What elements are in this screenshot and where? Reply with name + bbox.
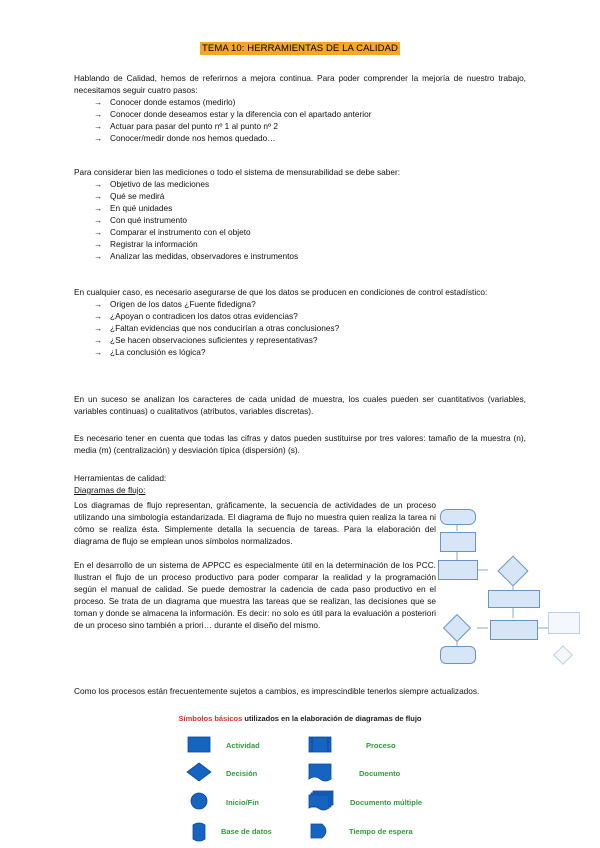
database-symbol-label: Base de datos — [221, 827, 272, 836]
list-item: → En qué unidades — [94, 202, 526, 214]
list-item: → Actuar para pasar del punto nº 1 al punto nº 2 — [94, 120, 526, 132]
list-item: → ¿La conclusión es lógica? — [94, 346, 526, 358]
start-end-symbol-label: Inicio/Fin — [226, 798, 259, 807]
database-symbol-icon — [193, 823, 205, 841]
valores-paragraph: Es necesario tener en cuenta que todas las cifras y datos pueden sustituirse por tres valores: tamaño de la muestra (n), media (m) (centralización) y desviación típica (dispersión) (s). — [74, 433, 526, 455]
wait-time-symbol-label: Tiempo de espera — [349, 827, 413, 836]
decision-symbol-icon — [187, 763, 211, 781]
flow-heading: Diagramas de flujo: — [74, 485, 146, 495]
start-end-symbol-icon — [191, 793, 207, 809]
conditions-paragraph: En cualquier caso, es necesario asegurarse de que los datos se producen en condiciones de control estadístico: — [74, 287, 488, 297]
list-item: → Con qué instrumento — [94, 214, 526, 226]
cambios-paragraph: Como los procesos están frecuentemente sujetos a cambios, es imprescindible tenerlos siempre actualizados. — [74, 686, 480, 696]
list-item: → ¿Faltan evidencias que nos conducirían a otras conclusiones? — [94, 322, 526, 334]
list-item: → Qué se medirá — [94, 190, 526, 202]
process-symbol-label: Proceso — [366, 741, 396, 750]
list-item: → Conocer donde deseamos estar y la diferencia con el apartado anterior — [94, 108, 526, 120]
multiple-document-symbol-icon — [309, 791, 333, 810]
wait-time-symbol-icon — [311, 824, 326, 838]
multiple-document-symbol-label: Documento múltiple — [350, 798, 423, 807]
activity-symbol-icon — [188, 737, 210, 752]
list-item: → Conocer donde estamos (medirlo) — [94, 96, 526, 108]
list-item: → Conocer/medir donde nos hemos quedado… — [94, 132, 526, 144]
activity-symbol-label: Actividad — [226, 741, 260, 750]
decision-symbol-label: Decisión — [226, 769, 258, 778]
list-item: → ¿Se hacen observaciones suficientes y representativas? — [94, 334, 526, 346]
page-title: TEMA 10: HERRAMIENTAS DE LA CALIDAD — [201, 43, 398, 54]
list-item: → ¿Apoyan o contradicen los datos otras evidencias? — [94, 310, 526, 322]
list-item: → Objetivo de las mediciones — [94, 178, 526, 190]
flow-paragraph-1: Los diagramas de flujo representan, gráficamente, la secuencia de actividades de un proceso utilizando una simbología estandarizada. El diagrama de flujo no muestra quien realiza la tarea ni cómo se realiza ésta. Simplemente detalla la secuencia de tareas. Para la elaboración del diagrama de flujo se emplean unos símbolos normalizados. — [74, 500, 436, 546]
document-symbol-label: Documento — [359, 769, 401, 778]
list-item: → Origen de los datos ¿Fuente fidedigna? — [94, 298, 526, 310]
list-item: → Analizar las medidas, observadores e instrumentos — [94, 250, 526, 262]
measure-paragraph: Para considerar bien las mediciones o todo el sistema de mensurabilidad se debe saber: — [74, 167, 401, 177]
flow-paragraph-2: En el desarrollo de un sistema de APPCC es especialmente útil en la determinación de los PCC. Ilustran el flujo de un proceso productivo para poder comparar la realidad y la programación según el manual de calidad. Se puede demostrar la cadencia de cada paso productivo en el proceso. Se trata de un diagrama que muestra las tareas que se realizan, las decisiones que se toman y donde se almacena la información. Es decir: no solo es útil para la evaluación a posteriori de un proceso sino también a priori… durante el diseño del mismo. — [74, 560, 436, 630]
process-symbol-icon — [309, 737, 331, 752]
suceso-paragraph: En un suceso se analizan los caracteres de cada unidad de muestra, los cuales pueden ser cuantitativos (variables, variables continuas) o cualitativos (atributos, variables discretas). — [74, 394, 526, 416]
document-symbol-icon — [309, 764, 331, 781]
list-item: → Registrar la información — [94, 238, 526, 250]
tools-heading: Herramientas de calidad: — [74, 473, 167, 483]
symbols-title-highlight: Símbolos básicos — [178, 714, 243, 723]
intro-paragraph: Hablando de Calidad, hemos de referirnos a mejora continua. Para poder comprender la mejoría de nuestro trabajo, necesitamos seguir cuatro pasos: — [74, 73, 526, 95]
list-item: → Comparar el instrumento con el objeto — [94, 226, 526, 238]
symbols-title-rest: utilizados en la elaboración de diagramas de flujo — [242, 714, 422, 723]
